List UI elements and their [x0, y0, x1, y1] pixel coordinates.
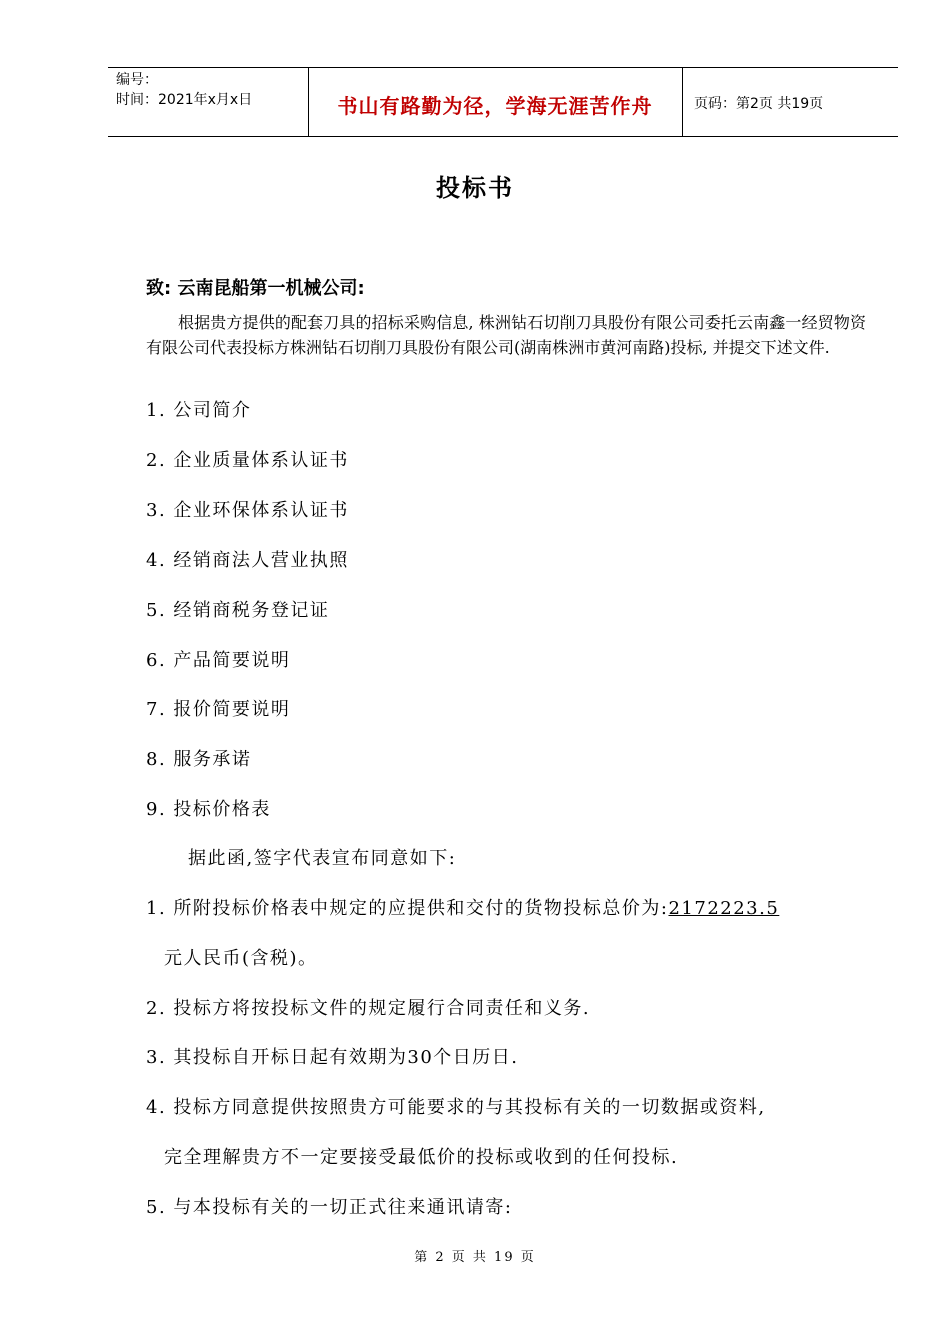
document-list-item: 5. 经销商税务登记证 [146, 600, 330, 621]
intro-paragraph: 根据贵方提供的配套刀具的招标采购信息, 株洲钻石切削刀具股份有限公司委托云南鑫一经贸物资有限公司代表投标方株洲钻石切削刀具股份有限公司(湖南株洲市黄河南路)投标, 并提交下述文件. [146, 313, 866, 357]
document-list-item: 4. 经销商法人营业执照 [146, 550, 349, 571]
document-list-item: 6. 产品简要说明 [146, 650, 291, 671]
header-motto-cell [308, 68, 683, 136]
page-header [108, 67, 898, 137]
addressee-line: 致: 云南昆船第一机械公司: [146, 278, 365, 299]
document-number-label: 编号： [116, 72, 158, 88]
declaration-item-5: 5. 与本投标有关的一切正式往来通讯请寄: [146, 1197, 513, 1218]
page-footer: 第 2 页 共 19 页 [414, 1250, 536, 1265]
header-info-cell [108, 68, 309, 136]
header-page-code: 页码：第2页 共19页 [694, 96, 824, 112]
document-list-item: 1. 公司简介 [146, 400, 252, 421]
bid-total-amount: 2172223.5 [668, 898, 780, 919]
declaration-item-1-continued: 元人民币(含税)。 [164, 948, 318, 969]
declaration-1-text: 1. 所附投标价格表中规定的应提供和交付的货物投标总价为: [146, 898, 669, 919]
declaration-intro: 据此函,签字代表宣布同意如下: [188, 848, 457, 869]
header-page-cell [682, 68, 898, 136]
declaration-item-2: 2. 投标方将按投标文件的规定履行合同责任和义务. [146, 998, 591, 1019]
document-list-item: 8. 服务承诺 [146, 749, 252, 770]
document-list-item: 9. 投标价格表 [146, 799, 271, 820]
declaration-item-4: 4. 投标方同意提供按照贵方可能要求的与其投标有关的一切数据或资料, [146, 1097, 766, 1118]
document-title: 投标书 [436, 174, 514, 202]
document-date-label: 时间：2021年x月x日 [116, 92, 253, 108]
declaration-item-3: 3. 其投标自开标日起有效期为30个日历日. [146, 1047, 519, 1068]
declaration-item-4-continued: 完全理解贵方不一定要接受最低价的投标或收到的任何投标. [164, 1147, 679, 1168]
document-list-item: 7. 报价简要说明 [146, 699, 291, 720]
header-motto: 书山有路勤为径，学海无涯苦作舟 [337, 94, 653, 118]
document-list-item: 2. 企业质量体系认证书 [146, 450, 349, 471]
declaration-item-1 [146, 894, 779, 920]
document-list-item: 3. 企业环保体系认证书 [146, 500, 349, 521]
